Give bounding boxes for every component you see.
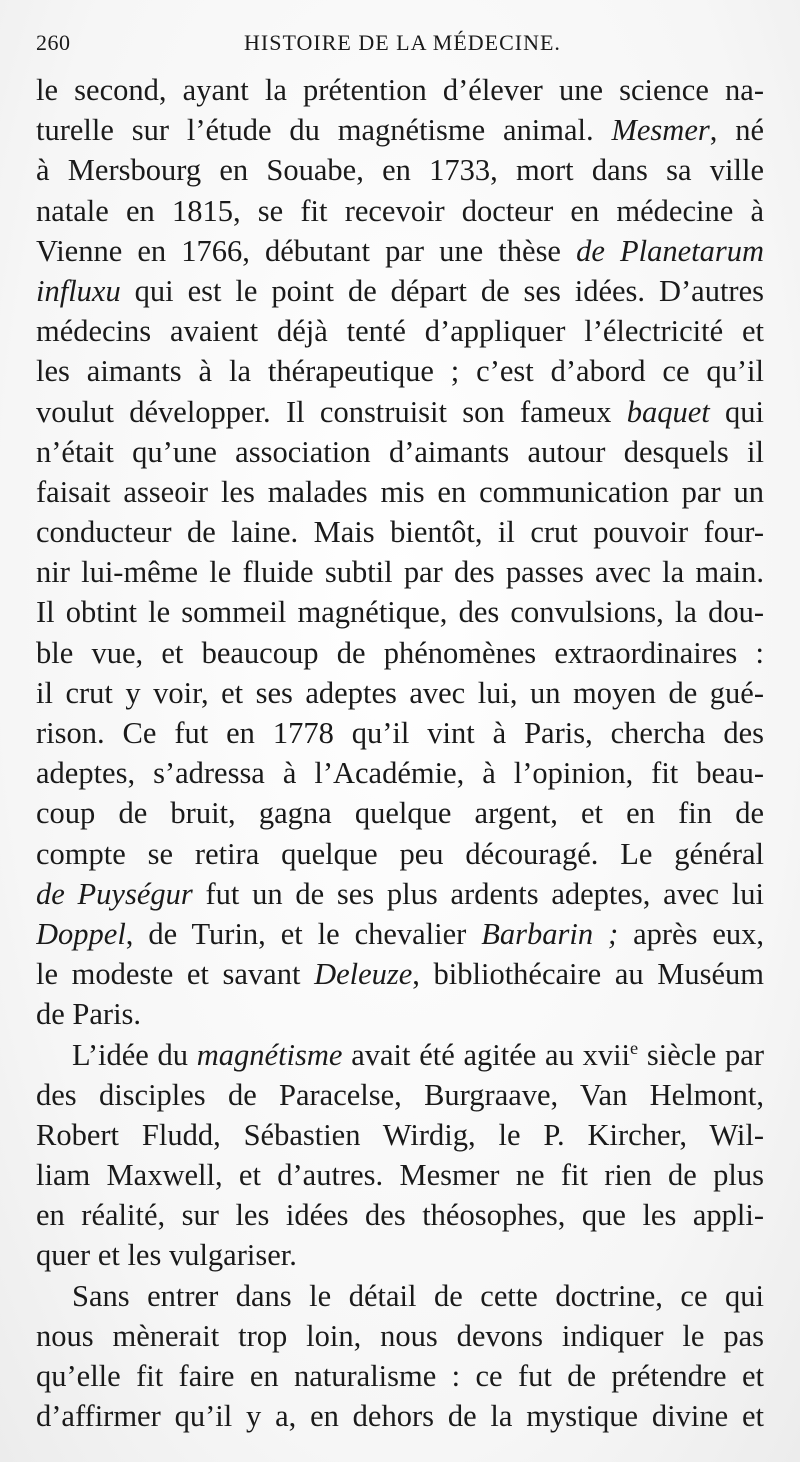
text-line bbox=[36, 1356, 764, 1396]
text-line bbox=[36, 914, 764, 954]
text-run: , né bbox=[709, 113, 764, 148]
text-line bbox=[36, 1035, 764, 1075]
text-run: qu’elle fit faire en naturalisme : ce fut de prétendre et bbox=[36, 1359, 764, 1393]
text-run: coup de bruit, gagna quelque argent, et en fin de bbox=[36, 796, 764, 831]
text-run: qui est le point de départ de ses idées. D’autres bbox=[120, 273, 764, 308]
text-line bbox=[36, 231, 764, 271]
text-run: quer et les vulgariser. bbox=[36, 1238, 297, 1273]
text-line bbox=[36, 994, 764, 1034]
italic-run: influxu bbox=[36, 273, 121, 308]
running-title: HISTOIRE DE LA MÉDECINE. bbox=[244, 30, 561, 55]
body-text bbox=[36, 70, 764, 1436]
text-run: siècle par bbox=[638, 1037, 764, 1072]
text-run: , bibliothécaire au Muséum bbox=[412, 957, 764, 992]
italic-run: Deleuze bbox=[314, 957, 413, 992]
text-line bbox=[36, 834, 764, 874]
text-run: conducteur de laine. Mais bientôt, il crut pouvoir four- bbox=[36, 515, 764, 550]
text-line bbox=[36, 1235, 764, 1275]
text-run: qui bbox=[709, 394, 764, 429]
italic-run: Barbarin ; bbox=[481, 916, 619, 951]
superscript: e bbox=[630, 1037, 639, 1058]
text-line bbox=[36, 110, 764, 150]
text-run: ble vue, et beaucoup de phénomènes extraordinaires : bbox=[36, 635, 764, 670]
text-run: nir lui-même le fluide subtil par des passes avec la main. bbox=[36, 555, 764, 590]
italic-run: de Planetarum bbox=[576, 233, 764, 268]
italic-run: Mesmer bbox=[611, 113, 710, 148]
text-run: de Paris. bbox=[36, 997, 142, 1032]
text-run: le second, ayant la prétention d’élever une science na- bbox=[36, 73, 764, 107]
text-line bbox=[36, 472, 764, 512]
text-run: voulut développer. Il construisit son fameux bbox=[36, 394, 627, 429]
italic-run: de Puységur bbox=[36, 876, 193, 911]
text-line bbox=[36, 592, 764, 632]
text-run: Sans entrer dans le détail de cette doctrine, ce qui bbox=[72, 1278, 764, 1313]
text-run: les aimants à la thérapeutique ; c’est d’abord ce qu’il bbox=[36, 354, 764, 389]
text-run: médecins avaient déjà tenté d’appliquer l’électricité et bbox=[36, 314, 764, 349]
text-run: liam Maxwell, et d’autres. Mesmer ne fit rien de plus bbox=[36, 1158, 764, 1193]
italic-run: baquet bbox=[626, 394, 710, 429]
text-line bbox=[36, 753, 764, 793]
text-run: adeptes, s’adressa à l’Académie, à l’opinion, fit beau- bbox=[36, 756, 764, 791]
text-line bbox=[36, 954, 764, 994]
text-line bbox=[36, 150, 764, 190]
text-line bbox=[36, 512, 764, 552]
text-line bbox=[36, 633, 764, 673]
text-line bbox=[36, 1195, 764, 1235]
text-run: rison. Ce fut en 1778 qu’il vint à Paris, chercha des bbox=[36, 716, 764, 750]
text-run: L’idée du bbox=[72, 1037, 197, 1072]
text-line bbox=[36, 1155, 764, 1195]
text-line bbox=[36, 874, 764, 914]
text-line bbox=[36, 432, 764, 472]
text-line bbox=[36, 1115, 764, 1155]
text-run: nous mènerait trop loin, nous devons indiquer le pas bbox=[36, 1318, 764, 1353]
text-run: faisait asseoir les malades mis en communication par un bbox=[36, 474, 764, 509]
text-run: d’affirmer qu’il y a, en dehors de la mystique divine et bbox=[36, 1399, 764, 1434]
text-line bbox=[36, 191, 764, 231]
text-run: Robert Fludd, Sébastien Wirdig, le P. Kircher, Wil- bbox=[36, 1117, 764, 1152]
text-run: , de Turin, et le chevalier bbox=[125, 916, 482, 951]
text-line bbox=[36, 1276, 764, 1316]
page-number: 260 bbox=[36, 30, 71, 55]
text-line bbox=[36, 70, 764, 110]
text-line bbox=[36, 1396, 764, 1436]
text-run: à Mersbourg en Souabe, en 1733, mort dans sa ville bbox=[36, 153, 764, 188]
text-run: natale en 1815, se fit recevoir docteur en médecine à bbox=[36, 193, 764, 228]
text-run: le modeste et savant bbox=[36, 957, 315, 992]
text-run: en réalité, sur les idées des théosophes, que les appli- bbox=[36, 1198, 764, 1233]
text-run: avait été agitée au xvii bbox=[342, 1037, 631, 1072]
text-line bbox=[36, 351, 764, 391]
text-line bbox=[36, 311, 764, 351]
text-line bbox=[36, 1316, 764, 1356]
text-line bbox=[36, 673, 764, 713]
text-line bbox=[36, 713, 764, 753]
text-line bbox=[36, 552, 764, 592]
text-run: Il obtint le sommeil magnétique, des convulsions, la dou- bbox=[36, 595, 764, 630]
text-run: turelle sur l’étude du magnétisme animal. bbox=[36, 113, 612, 148]
page-header bbox=[36, 30, 764, 66]
italic-run: Doppel bbox=[36, 916, 126, 951]
text-run: compte se retira quelque peu découragé. Le général bbox=[36, 836, 764, 871]
text-run: fut un de ses plus ardents adeptes, avec lui bbox=[192, 876, 764, 911]
text-run: il crut y voir, et ses adeptes avec lui, un moyen de gué- bbox=[36, 675, 764, 710]
text-line bbox=[36, 793, 764, 833]
italic-run: magnétisme bbox=[196, 1037, 343, 1072]
text-run: des disciples de Paracelse, Burgraave, Van Helmont, bbox=[36, 1077, 764, 1112]
text-run: après eux, bbox=[618, 916, 764, 951]
text-line bbox=[36, 1075, 764, 1115]
text-line bbox=[36, 392, 764, 432]
text-line bbox=[36, 271, 764, 311]
text-run: Vienne en 1766, débutant par une thèse bbox=[36, 233, 577, 268]
text-run: n’était qu’une association d’aimants autour desquels il bbox=[36, 434, 764, 469]
